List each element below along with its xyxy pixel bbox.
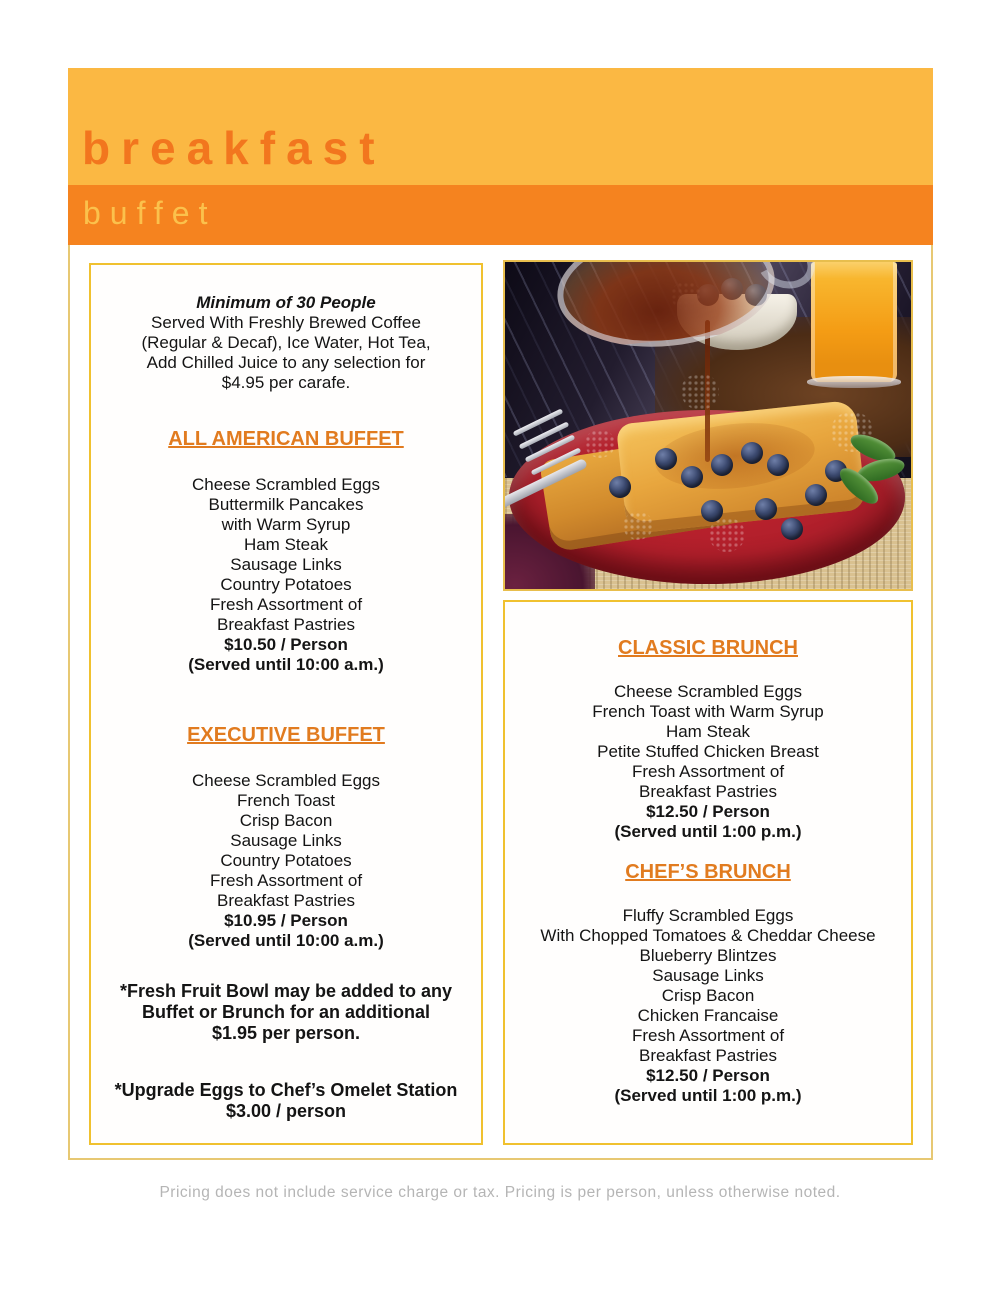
- text-line: Blueberry Blintzes: [639, 946, 777, 965]
- text-line: $4.95 per carafe.: [221, 373, 351, 392]
- blueberry: [609, 476, 631, 498]
- text-line: Crisp Bacon: [661, 986, 755, 1005]
- section-title-executive: EXECUTIVE BUFFET: [187, 724, 385, 746]
- menu-items-all-american: [91, 475, 481, 635]
- blueberry: [805, 484, 827, 506]
- blueberry: [701, 500, 723, 522]
- text-line: Breakfast Pastries: [639, 1046, 777, 1065]
- text-line: *Fresh Fruit Bowl may be added to any: [119, 981, 453, 1001]
- text-line: Fresh Assortment of: [209, 871, 363, 890]
- price-line-chefs: $12.50 / Person: [646, 1066, 770, 1085]
- menu-items-classic: [505, 682, 911, 802]
- raspberry: [585, 430, 615, 458]
- text-line: Fluffy Scrambled Eggs: [622, 906, 794, 925]
- glass-base: [807, 376, 901, 388]
- text-line: Breakfast Pastries: [217, 891, 355, 910]
- served-line-executive: (Served until 10:00 a.m.): [188, 931, 384, 950]
- text-line: Buffet or Brunch for an additional: [142, 1002, 430, 1022]
- served-line-all-american: (Served until 10:00 a.m.): [188, 655, 384, 674]
- note-fruit-bowl: [91, 981, 481, 1044]
- right-menu-panel: [503, 600, 913, 1145]
- text-line: Country Potatoes: [220, 575, 352, 594]
- note-omelet-upgrade: [91, 1080, 481, 1122]
- blueberry: [741, 442, 763, 464]
- text-line: Sausage Links: [652, 966, 764, 985]
- text-line: Breakfast Pastries: [639, 782, 777, 801]
- raspberry: [681, 374, 719, 410]
- text-line: Petite Stuffed Chicken Breast: [597, 742, 819, 761]
- text-line: *Upgrade Eggs to Chef’s Omelet Station: [114, 1080, 458, 1100]
- price-line-all-american: $10.50 / Person: [224, 635, 348, 654]
- intro-block: [91, 293, 481, 393]
- page-title: breakfast: [82, 122, 386, 174]
- section-classic-brunch: [505, 636, 911, 842]
- blueberry: [681, 466, 703, 488]
- text-line: Fresh Assortment of: [631, 762, 785, 781]
- text-line: $1.95 per person.: [211, 1023, 361, 1043]
- orange-juice-glass: [811, 262, 897, 382]
- blueberry: [781, 518, 803, 540]
- text-line: French Toast with Warm Syrup: [592, 702, 824, 721]
- served-line-classic: (Served until 1:00 p.m.): [614, 822, 802, 841]
- text-line: Ham Steak: [243, 535, 329, 554]
- section-executive-buffet: [91, 723, 481, 951]
- intro-lines: [91, 313, 481, 393]
- text-line: Add Chilled Juice to any selection for: [146, 353, 426, 372]
- text-line: Fresh Assortment of: [209, 595, 363, 614]
- raspberry: [623, 512, 653, 540]
- served-line-chefs: (Served until 1:00 p.m.): [614, 1086, 802, 1105]
- text-line: $3.00 / person: [225, 1101, 347, 1121]
- section-title-classic: CLASSIC BRUNCH: [618, 637, 798, 659]
- text-line: Sausage Links: [230, 555, 342, 574]
- text-line: Cheese Scrambled Eggs: [191, 771, 381, 790]
- section-chefs-brunch: [505, 860, 911, 1106]
- menu-items-executive: [91, 771, 481, 911]
- text-line: with Warm Syrup: [221, 515, 351, 534]
- blueberry: [767, 454, 789, 476]
- menu-items-chefs: [505, 906, 911, 1066]
- header-band-light: [68, 68, 933, 185]
- text-line: Breakfast Pastries: [217, 615, 355, 634]
- price-line-executive: $10.95 / Person: [224, 911, 348, 930]
- text-line: Cheese Scrambled Eggs: [613, 682, 803, 701]
- text-line: Buttermilk Pancakes: [208, 495, 364, 514]
- text-line: With Chopped Tomatoes & Cheddar Cheese: [540, 926, 876, 945]
- blueberry: [655, 448, 677, 470]
- header-band-dark: [68, 185, 933, 245]
- section-title-all-american: ALL AMERICAN BUFFET: [168, 428, 404, 450]
- french-toast-photo: [503, 260, 913, 591]
- pricing-disclaimer: Pricing does not include service charge or tax. Pricing is per person, unless otherwise noted.: [159, 1184, 841, 1201]
- raspberry: [709, 518, 745, 552]
- text-line: Served With Freshly Brewed Coffee: [151, 313, 421, 332]
- text-line: Country Potatoes: [220, 851, 352, 870]
- text-line: Cheese Scrambled Eggs: [191, 475, 381, 494]
- text-line: (Regular & Decaf), Ice Water, Hot Tea,: [141, 333, 431, 352]
- section-all-american-buffet: [91, 427, 481, 675]
- price-line-classic: $12.50 / Person: [646, 802, 770, 821]
- text-line: Ham Steak: [665, 722, 751, 741]
- page-subtitle: buffet: [83, 195, 217, 231]
- section-title-chefs: CHEF’S BRUNCH: [625, 861, 791, 883]
- text-line: Chicken Francaise: [637, 1006, 779, 1025]
- blueberry: [755, 498, 777, 520]
- blueberry: [711, 454, 733, 476]
- intro-title: Minimum of 30 People: [196, 293, 376, 312]
- text-line: Sausage Links: [230, 831, 342, 850]
- left-menu-panel: [89, 263, 483, 1145]
- text-line: Crisp Bacon: [239, 811, 333, 830]
- text-line: French Toast: [237, 791, 335, 810]
- text-line: Fresh Assortment of: [631, 1026, 785, 1045]
